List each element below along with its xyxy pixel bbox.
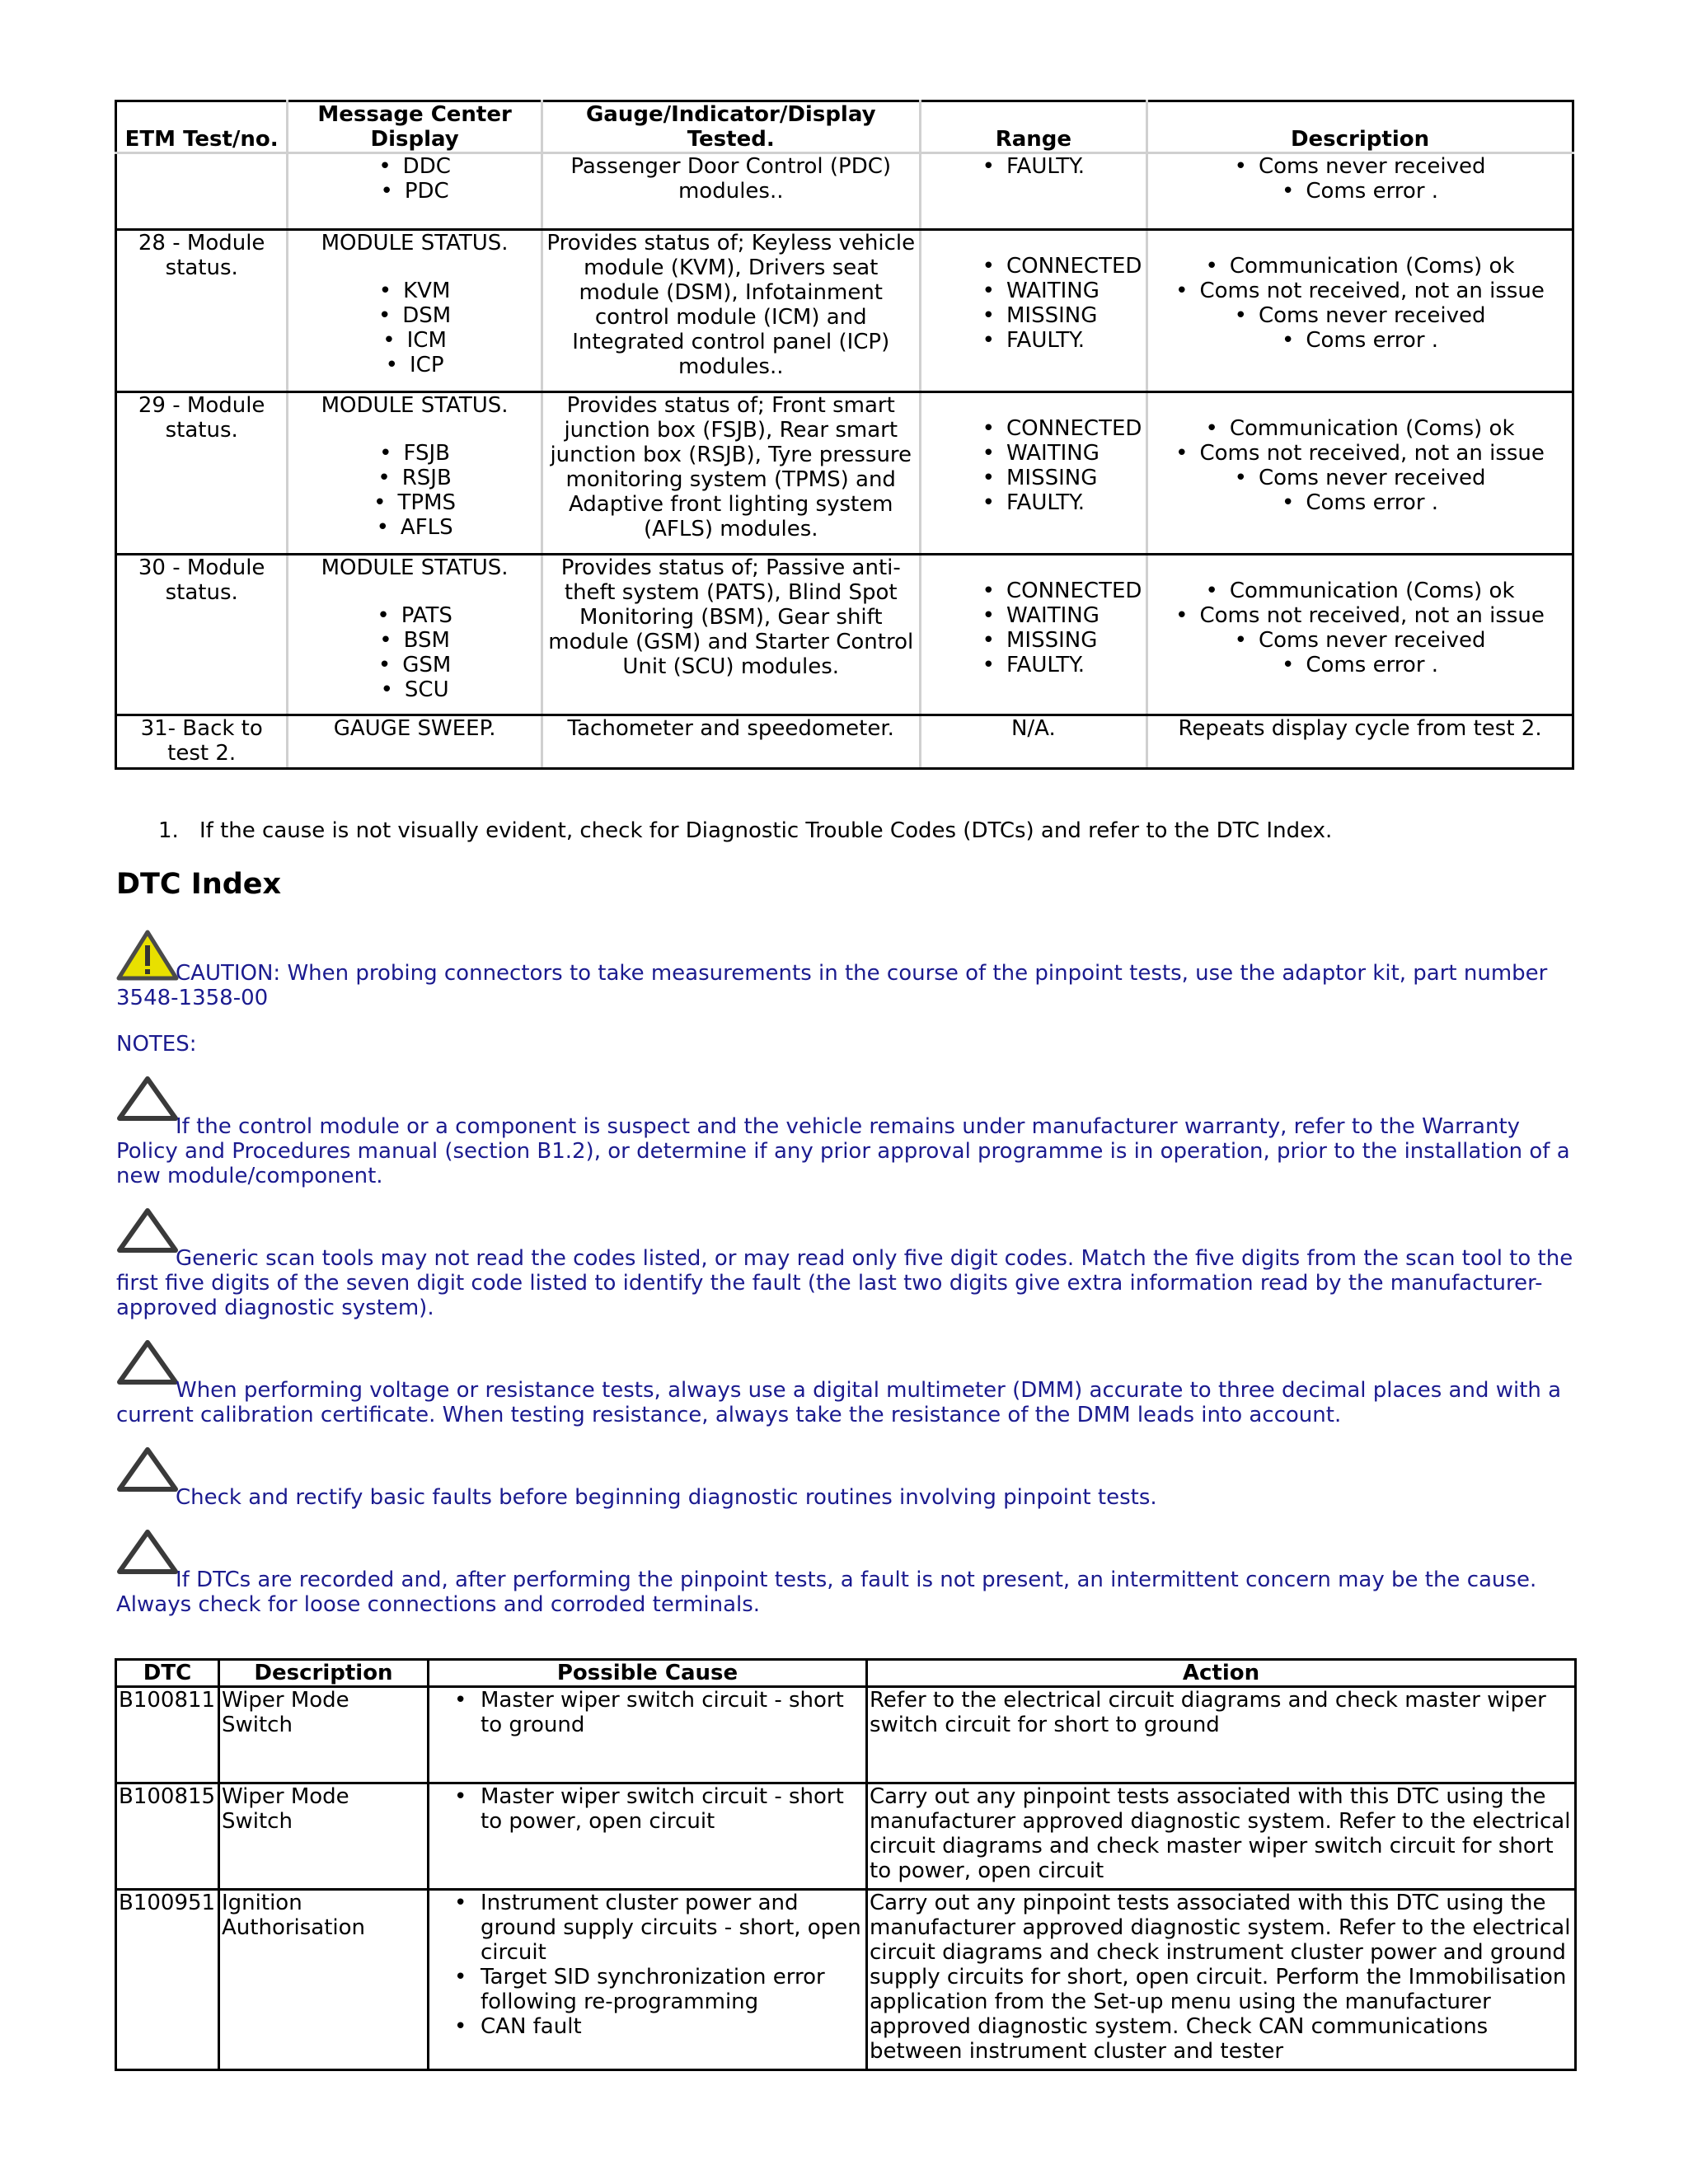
- note-text: If DTCs are recorded and, after performing the pinpoint tests, a fault is not present, an intermittent concern may be the cause. Always check for loose connections and corroded terminals.: [116, 1568, 1537, 1617]
- note-paragraph: [116, 1246, 1583, 1320]
- description-item: • Coms not received, not an issue: [1151, 279, 1568, 303]
- etm-cell-display: [288, 153, 542, 230]
- description-item: • Coms never received: [1151, 628, 1568, 653]
- cause-item: • Master wiper switch circuit - short to power, open circuit: [481, 1784, 864, 1834]
- dtc-action: Carry out any pinpoint tests associated with this DTC using the manufacturer approved diagnostic system. Refer to the electrical circuit diagrams and check instrument cluster power and ground supply circuits for short, open circuit. Perform the Immobilisation application from the Set-up menu using the manufacturer approved diagnostic system. Check CAN communications between instrument cluster and tester: [867, 1890, 1576, 2070]
- dtc-causes: [429, 1783, 867, 1890]
- cause-item: • CAN fault: [481, 2014, 864, 2039]
- etm-cell-description: [1147, 555, 1573, 715]
- dtc-description: Wiper Mode Switch: [219, 1783, 429, 1890]
- description-item: • Coms error .: [1151, 179, 1568, 204]
- caution-text: CAUTION: When probing connectors to take measurements in the course of the pinpoint tests, use the adaptor kit, part number 3548-1358-00: [116, 961, 1548, 1010]
- range-item: • MISSING: [925, 303, 1142, 328]
- range-item: • FAULTY.: [925, 154, 1142, 179]
- display-item: • ICM: [292, 328, 537, 353]
- display-item: • FSJB: [292, 441, 537, 466]
- range-item: • FAULTY.: [925, 490, 1142, 515]
- dtc-header-action: Action: [867, 1660, 1576, 1687]
- display-item: • DSM: [292, 303, 537, 328]
- etm-cell-test: [116, 153, 288, 230]
- dtc-row: [116, 1687, 1576, 1783]
- display-title: MODULE STATUS.: [321, 555, 509, 580]
- display-title: MODULE STATUS.: [321, 231, 509, 255]
- dtc-causes: [429, 1687, 867, 1783]
- dtc-description: Wiper Mode Switch: [219, 1687, 429, 1783]
- dtc-header-row: [116, 1660, 1576, 1687]
- footnote-text: If the cause is not visually evident, check for Diagnostic Trouble Codes (DTCs) and refer to the DTC Index.: [199, 818, 1333, 843]
- dtc-action: Carry out any pinpoint tests associated with this DTC using the manufacturer approved diagnostic system. Refer to the electrical circuit diagrams and check master wiper switch circuit for short to power, open circuit: [867, 1783, 1576, 1890]
- display-item: • PDC: [292, 179, 537, 204]
- description-item: • Coms error .: [1151, 328, 1568, 353]
- dtc-header-code: DTC: [116, 1660, 219, 1687]
- dtc-description: Ignition Authorisation: [219, 1890, 429, 2070]
- etm-cell-range: [920, 153, 1146, 230]
- description-item: • Communication (Coms) ok: [1151, 416, 1568, 441]
- display-item: • TPMS: [292, 490, 537, 515]
- note-text: Generic scan tools may not read the codes listed, or may read only five digit codes. Match the five digits from the scan tool to the first five digits of the seven digit code listed to identify the fault (the last two digits give extra information read by the manufacturer-approved diagnostic system).: [116, 1246, 1573, 1320]
- range-item: • FAULTY.: [925, 328, 1142, 353]
- etm-header-test: ETM Test/no.: [116, 101, 288, 153]
- dtc-causes: [429, 1890, 867, 2070]
- display-title: MODULE STATUS.: [321, 393, 509, 418]
- etm-header-gauge: Gauge/Indicator/Display Tested.: [542, 101, 920, 153]
- etm-cell-range: [920, 555, 1146, 715]
- etm-cell-description: [1147, 153, 1573, 230]
- etm-cell-test: 30 - Module status.: [116, 555, 288, 715]
- display-item: • BSM: [292, 628, 537, 653]
- display-item: • RSJB: [292, 466, 537, 490]
- display-item: • DDC: [292, 154, 537, 179]
- etm-row-29: [116, 392, 1573, 555]
- etm-cell-description: Repeats display cycle from test 2.: [1147, 715, 1573, 769]
- description-item: • Coms not received, not an issue: [1151, 441, 1568, 466]
- footnote-number: 1.: [158, 818, 179, 843]
- notes-label: NOTES:: [116, 1032, 197, 1057]
- etm-cell-gauge: Provides status of; Front smart junction box (FSJB), Rear smart junction box (RSJB), Tyre pressure monitoring system (TPMS) and Adaptive front lighting system (AFLS) modules.: [542, 392, 920, 555]
- description-item: • Coms error .: [1151, 490, 1568, 515]
- note-paragraph: [116, 1378, 1583, 1427]
- display-item: • SCU: [292, 677, 537, 702]
- etm-header-row: [116, 101, 1573, 153]
- note-paragraph: [116, 1485, 1583, 1510]
- etm-header-description: Description: [1147, 101, 1573, 153]
- range-item: • MISSING: [925, 466, 1142, 490]
- etm-header-range: Range: [920, 101, 1146, 153]
- etm-row-continued: [116, 153, 1573, 230]
- etm-cell-gauge: Passenger Door Control (PDC) modules..: [542, 153, 920, 230]
- note-text: When performing voltage or resistance tests, always use a digital multimeter (DMM) accurate to three decimal places and with a current calibration certificate. When testing resistance, always take the resistance of the DMM leads into account.: [116, 1378, 1562, 1427]
- description-item: • Coms error .: [1151, 653, 1568, 677]
- range-item: • WAITING: [925, 441, 1142, 466]
- etm-cell-range: N/A.: [920, 715, 1146, 769]
- etm-cell-range: [920, 230, 1146, 392]
- etm-cell-display: GAUGE SWEEP.: [288, 715, 542, 769]
- etm-test-table: [115, 100, 1574, 770]
- display-item: • AFLS: [292, 515, 537, 540]
- display-item: • GSM: [292, 653, 537, 677]
- description-item: • Coms not received, not an issue: [1151, 603, 1568, 628]
- dtc-header-description: Description: [219, 1660, 429, 1687]
- range-item: • FAULTY.: [925, 653, 1142, 677]
- dtc-row: [116, 1890, 1576, 2070]
- note-text: Check and rectify basic faults before beginning diagnostic routines involving pinpoint tests.: [176, 1485, 1157, 1510]
- description-item: • Coms never received: [1151, 303, 1568, 328]
- etm-cell-range: [920, 392, 1146, 555]
- range-item: • CONNECTED: [925, 416, 1142, 441]
- cause-item: • Target SID synchronization error following re-programming: [481, 1965, 864, 2014]
- note-text: If the control module or a component is suspect and the vehicle remains under manufacturer warranty, refer to the Warranty Policy and Procedures manual (section B1.2), or determine if any prior approval programme is in operation, prior to the installation of a new module/component.: [116, 1114, 1570, 1188]
- range-item: • CONNECTED: [925, 579, 1142, 603]
- etm-cell-description: [1147, 230, 1573, 392]
- dtc-code: B100815: [116, 1783, 219, 1890]
- caution-paragraph: [116, 961, 1583, 1010]
- etm-cell-display: [288, 555, 542, 715]
- etm-row-31: [116, 715, 1573, 769]
- etm-cell-gauge: Tachometer and speedometer.: [542, 715, 920, 769]
- etm-cell-display: [288, 230, 542, 392]
- display-item: • ICP: [292, 353, 537, 377]
- etm-row-28: [116, 230, 1573, 392]
- dtc-code: B100811: [116, 1687, 219, 1783]
- cause-item: • Instrument cluster power and ground supply circuits - short, open circuit: [481, 1891, 864, 1965]
- etm-cell-test: 28 - Module status.: [116, 230, 288, 392]
- description-item: • Communication (Coms) ok: [1151, 254, 1568, 279]
- dtc-action: Refer to the electrical circuit diagrams and check master wiper switch circuit for short to ground: [867, 1687, 1576, 1783]
- dtc-table: [115, 1658, 1577, 2071]
- etm-cell-gauge: Provides status of; Passive anti-theft system (PATS), Blind Spot Monitoring (BSM), Gear shift module (GSM) and Starter Control Unit (SCU) modules.: [542, 555, 920, 715]
- description-item: • Coms never received: [1151, 466, 1568, 490]
- range-item: • WAITING: [925, 603, 1142, 628]
- dtc-row: [116, 1783, 1576, 1890]
- range-item: • WAITING: [925, 279, 1142, 303]
- etm-row-30: [116, 555, 1573, 715]
- note-paragraph: [116, 1114, 1583, 1188]
- dtc-index-heading: DTC Index: [116, 868, 282, 901]
- description-item: • Coms never received: [1151, 154, 1568, 179]
- etm-cell-display: [288, 392, 542, 555]
- range-item: • MISSING: [925, 628, 1142, 653]
- note-paragraph: [116, 1568, 1583, 1617]
- description-item: • Communication (Coms) ok: [1151, 579, 1568, 603]
- display-item: • PATS: [292, 603, 537, 628]
- display-item: • KVM: [292, 279, 537, 303]
- etm-cell-description: [1147, 392, 1573, 555]
- etm-header-display: Message Center Display: [288, 101, 542, 153]
- cause-item: • Master wiper switch circuit - short to ground: [481, 1688, 864, 1737]
- etm-cell-gauge: Provides status of; Keyless vehicle module (KVM), Drivers seat module (DSM), Infotainment control module (ICM) and Integrated control panel (ICP) modules..: [542, 230, 920, 392]
- dtc-header-cause: Possible Cause: [429, 1660, 867, 1687]
- range-item: • CONNECTED: [925, 254, 1142, 279]
- dtc-code: B100951: [116, 1890, 219, 2070]
- etm-cell-test: 29 - Module status.: [116, 392, 288, 555]
- etm-cell-test: 31- Back to test 2.: [116, 715, 288, 769]
